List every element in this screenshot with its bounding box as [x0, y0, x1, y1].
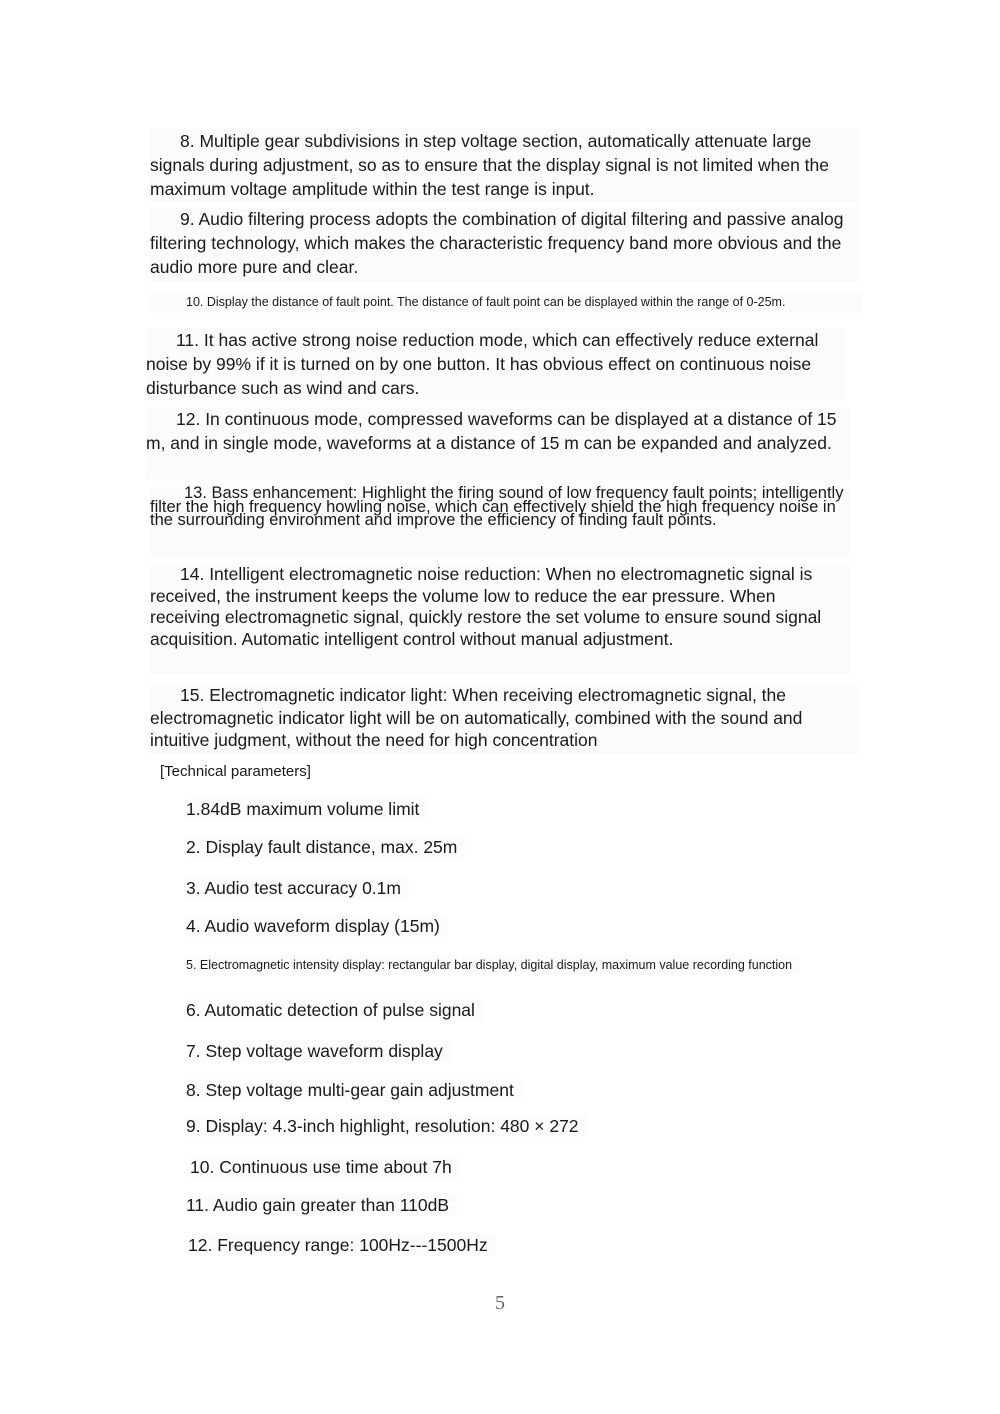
feature-9: 9. Audio filtering process adopts the combination of digital filtering and passive analog filtering technology, which makes the characteristic frequency band more obvious and the audio more pure and clear. — [150, 207, 860, 282]
param-3: 3. Audio test accuracy 0.1m — [186, 877, 409, 899]
page-number: 5 — [495, 1292, 505, 1314]
feature-10: 10. Display the distance of fault point. The distance of fault point can be displayed within the range of 0-25m. — [150, 293, 862, 313]
param-1: 1.84dB maximum volume limit — [186, 798, 427, 820]
param-6: 6. Automatic detection of pulse signal — [186, 999, 483, 1021]
feature-15: 15. Electromagnetic indicator light: When receiving electromagnetic signal, the electromagnetic indicator light will be on automatically, combined with the sound and intuitive judgment, without the need for high concentration — [150, 684, 860, 754]
param-5: 5. Electromagnetic intensity display: rectangular bar display, digital display, maximum value recording function — [186, 956, 800, 974]
param-11: 11. Audio gain greater than 110dB — [186, 1194, 457, 1216]
feature-14: 14. Intelligent electromagnetic noise reduction: When no electromagnetic signal is received, the instrument keeps the volume low to reduce the ear pressure. When receiving electromagnetic signal, quickly restore the set volume to ensure sound signal acquisition. Automatic intelligent control without manual adjustment. — [150, 564, 850, 674]
feature-13: 13. Bass enhancement: Highlight the firing sound of low frequency fault points; intelligently filter the high frequency howling noise, which can effectively shield the high frequency noise in the surrounding environment and improve the efficiency of finding fault points. — [150, 487, 850, 557]
param-4: 4. Audio waveform display (15m) — [186, 915, 448, 937]
param-9: 9. Display: 4.3-inch highlight, resolution: 480 × 272 — [186, 1115, 587, 1137]
feature-8: 8. Multiple gear subdivisions in step voltage section, automatically attenuate large signals during adjustment, so as to ensure that the display signal is not limited when the maximum voltage amplitude within the test range is input. — [150, 129, 860, 203]
param-8: 8. Step voltage multi-gear gain adjustment — [186, 1079, 522, 1101]
param-10: 10. Continuous use time about 7h — [190, 1156, 460, 1178]
feature-11: 11. It has active strong noise reduction mode, which can effectively reduce external noise by 99% if it is turned on by one button. It has obvious effect on continuous noise disturbance such as wind and cars. — [146, 328, 846, 400]
technical-parameters-heading: [Technical parameters] — [160, 763, 311, 780]
param-7: 7. Step voltage waveform display — [186, 1040, 451, 1062]
param-12: 12. Frequency range: 100Hz---1500Hz — [188, 1234, 496, 1256]
feature-12: 12. In continuous mode, compressed waveforms can be displayed at a distance of 15 m, and in single mode, waveforms at a distance of 15 m can be expanded and analyzed. — [146, 407, 850, 479]
param-2: 2. Display fault distance, max. 25m — [186, 836, 465, 858]
